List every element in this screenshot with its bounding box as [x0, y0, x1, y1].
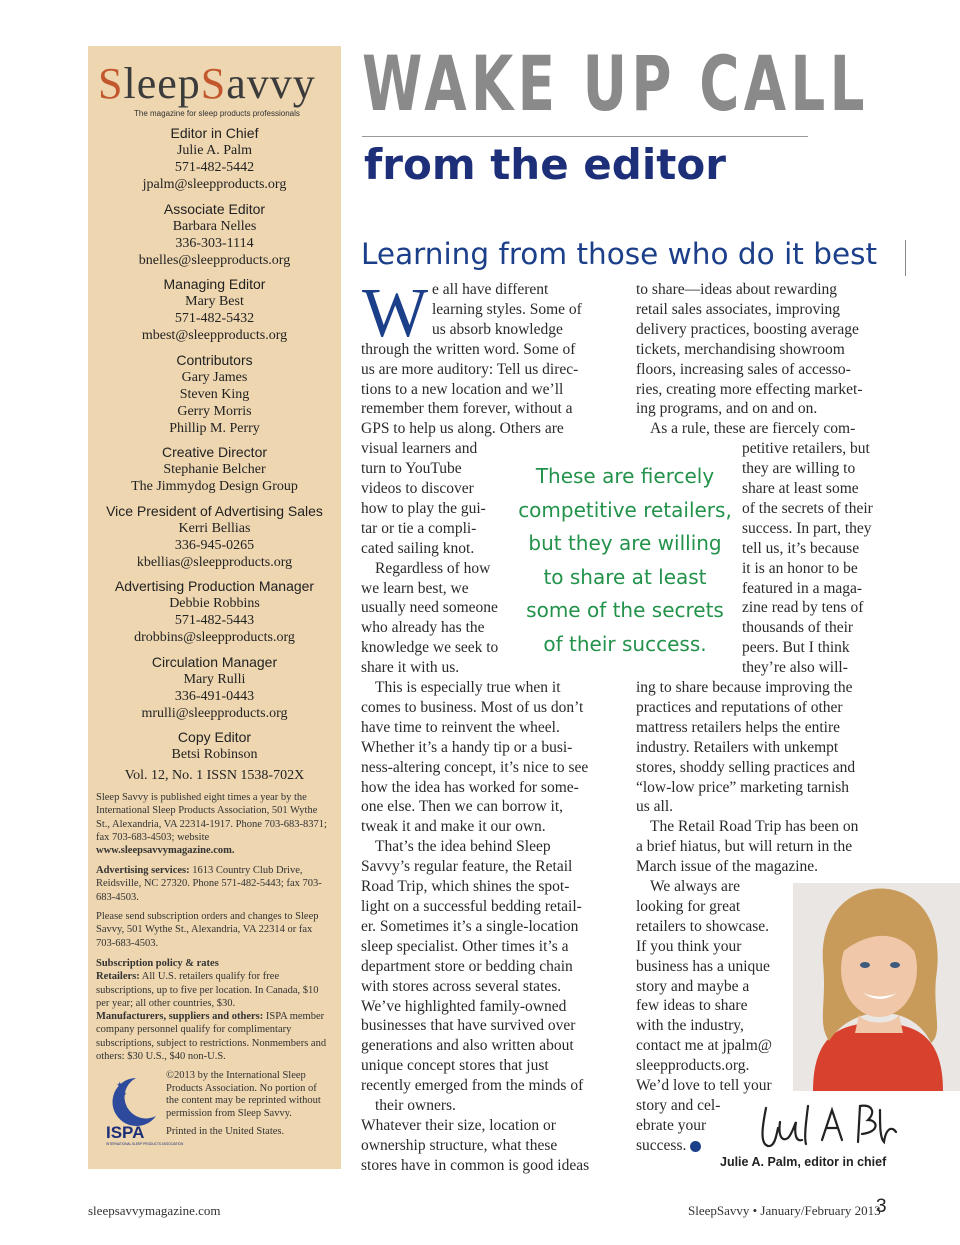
website-link[interactable]: www.sleepsavvymagazine.com. [96, 845, 235, 857]
body-line: We always are [650, 878, 740, 895]
body-line: petitive retailers, but [742, 440, 870, 458]
body-line: ing to share because improving the [636, 679, 853, 696]
col2-top-lines [636, 280, 896, 439]
staff-line: Debbie Robbins [169, 596, 260, 611]
body-line: generations and also written about [361, 1037, 574, 1055]
manufacturers-label: Manufacturers, suppliers and others: [96, 1011, 264, 1023]
staff-line: 336-945-0265 [174, 537, 255, 553]
signature-caption: Julie A. Palm, editor in chief [720, 1155, 887, 1169]
col2-mid-lines [636, 678, 896, 877]
logo-tagline: The magazine for sleep products professionals [134, 109, 300, 118]
subscription-policy [96, 957, 328, 1063]
staff-line: Mary Best [185, 294, 244, 309]
page-number: 3 [876, 1196, 887, 1217]
body-line: industry. Retailers with unkempt [636, 738, 839, 756]
logo-wordmark: SleepSavvy [98, 59, 316, 108]
staff-line: Phillip M. Perry [169, 420, 260, 436]
body-line: March issue of the magazine. [636, 858, 819, 876]
body-line: mattress retailers helps the entire [636, 718, 841, 736]
ispa-logo [104, 1074, 184, 1152]
body-line: floors, increasing sales of accesso- [636, 360, 851, 378]
body-line: us are more auditory: Tell us direc- [361, 360, 579, 378]
body-line: peers. But I think [742, 639, 850, 657]
body-line: Road Trip, which shines the spot- [361, 878, 570, 896]
handwritten-signature [752, 1098, 902, 1153]
body-line: us all. [636, 798, 674, 816]
editor-photo [793, 883, 960, 1091]
staff-line: 571-482-5432 [174, 311, 255, 326]
body-line: turn to YouTube [361, 460, 462, 478]
staff-role: Creative Director [161, 444, 268, 460]
section-title: from the editor [364, 140, 726, 189]
body-line: sleep specialist. Other times it’s a [361, 937, 569, 955]
ad-services-text: 1613 Country Club Drive, Reidsville, NC 27320. Phone 571-482-5443; fax 703-683-4503. [96, 865, 322, 903]
body-line: Whether it’s a handy tip or a busi- [361, 738, 573, 756]
staff-line: Stephanie Belcher [163, 462, 266, 477]
staff-line: Steven King [179, 386, 250, 402]
staff-entry [88, 444, 341, 495]
staff-entry [88, 503, 341, 571]
body-line: department store or bedding chain [361, 957, 573, 975]
body-line: ing programs, and on and on. [636, 400, 818, 418]
staff-line: Julie A. Palm [176, 143, 253, 158]
article-title: Learning from those who do it best [361, 237, 878, 271]
body-line: cated sailing knot. [361, 539, 475, 557]
pull-quote-line: but they are willing [528, 531, 722, 555]
body-line: delivery practices, boosting average [636, 320, 859, 338]
body-line: remember them forever, without a [361, 400, 573, 418]
staff-role: Editor in Chief [170, 125, 259, 141]
pull-quote-line: These are fiercely [535, 464, 715, 488]
staff-role: Associate Editor [163, 200, 266, 217]
staff-line: 336-303-1114 [175, 235, 254, 251]
body-line: recently emerged from the minds of [361, 1077, 584, 1095]
staff-entry [88, 654, 341, 722]
svg-text:✦: ✦ [116, 1081, 124, 1091]
body-line: businesses that have survived over [361, 1017, 576, 1035]
staff-email[interactable]: jpalm@sleepproducts.org [142, 177, 287, 192]
staff-entry [88, 578, 341, 646]
printed-text: Printed in the United States. [166, 1126, 285, 1138]
retailers-label: Retailers: [96, 971, 140, 983]
body-line: contact me at jpalm@ [636, 1037, 773, 1055]
publish-info-text: Sleep Savvy is published eight times a year by the International Sleep Products Association, 501 Wythe St., Alexandria, VA 22314-1917. Phone 703-683-8371; fax 703-683-4503; website [96, 792, 327, 843]
body-line: learning styles. Some of [432, 300, 582, 318]
staff-line: Mary Rulli [183, 671, 246, 687]
body-line: tickets, merchandising showroom [636, 340, 845, 358]
body-line: light on a successful bedding retail- [361, 897, 582, 915]
body-line: GPS to help us along. Others are [361, 420, 564, 438]
body-line: a brief hiatus, but will return in the [636, 838, 853, 856]
staff-entry [88, 352, 341, 437]
body-line: Whatever their size, location or [361, 1116, 556, 1134]
pull-quote-line: to share at least [543, 564, 707, 589]
body-line: story and cel- [636, 1096, 721, 1114]
staff-role: Managing Editor [163, 276, 266, 292]
svg-text:✦: ✦ [126, 1078, 132, 1086]
body-line: they are willing to [742, 460, 856, 478]
body-line: through the written word. Some of [361, 340, 576, 358]
svg-text:✦: ✦ [122, 1091, 128, 1098]
body-line: sleepproducts.org. [636, 1057, 750, 1075]
staff-line: 571-482-5443 [174, 613, 255, 628]
col1-narrow-lines [361, 439, 511, 678]
body-line: unique concept stores that just [361, 1057, 549, 1075]
ispa-moon-icon [104, 1074, 184, 1152]
pull-quote-line: competitive retailers, [518, 497, 732, 522]
body-line: with stores across several states. [361, 977, 562, 995]
staff-line: Betsi Robinson [171, 747, 258, 762]
body-line: they’re also will- [742, 659, 848, 677]
col1-bottom-lines [361, 678, 616, 1176]
ispa-logo-sub: INTERNATIONAL SLEEP PRODUCTS ASSOCIATION [106, 1142, 184, 1146]
body-line: retail sales associates, improving [636, 300, 841, 318]
header-rule [362, 136, 808, 137]
body-line: success. In part, they [742, 519, 872, 537]
body-line: ries, creating more effecting market- [636, 380, 863, 398]
staff-role: Vice President of Advertising Sales [106, 502, 323, 519]
body-line: We’ve highlighted family-owned [361, 997, 567, 1015]
body-line: usually need someone [361, 599, 498, 617]
volume-line: Vol. 12, No. 1 ISSN 1538-702X [124, 768, 305, 783]
body-line: with the industry, [636, 1017, 744, 1035]
section-kicker: WAKE UP CALL [362, 39, 869, 128]
staff-entry [88, 125, 341, 193]
drop-cap: W [362, 275, 429, 352]
staff-line: Barbara Nelles [172, 218, 257, 234]
staff-entry [88, 201, 341, 269]
staff-line: Gerry Morris [177, 403, 252, 419]
staff-email[interactable]: bnelles@sleepproducts.org [138, 252, 291, 268]
footer-issue: SleepSavvy • January/February 2013 [688, 1203, 881, 1218]
pull-quote-line: of their success. [543, 631, 707, 656]
body-line: business has a unique [636, 957, 770, 975]
policy-heading: Subscription policy & rates [96, 958, 219, 969]
body-line: The Retail Road Trip has been on [650, 818, 859, 836]
staff-line: Kerri Bellias [178, 520, 251, 536]
staff-line: 571-482-5442 [174, 160, 255, 175]
body-line: few ideas to share [636, 997, 748, 1015]
body-line: ness-altering concept, it’s nice to see [361, 758, 589, 776]
body-line: to share—ideas about rewarding [636, 281, 838, 298]
staff-line: The Jimmydog Design Group [131, 479, 298, 494]
body-line: who already has the [361, 619, 485, 637]
staff-line: 336-491-0443 [174, 688, 255, 704]
body-line: ebrate your [636, 1116, 707, 1134]
staff-line: Gary James [181, 369, 248, 385]
body-line: If you think your [636, 937, 742, 955]
copyright-text: ©2013 by the International Sleep Products Association. No portion of the content may be reprinted without permission from Sleep Savvy. [166, 1070, 321, 1119]
staff-role: Advertising Production Manager [114, 578, 315, 594]
pull-quote-line: some of the secrets [526, 598, 724, 622]
staff-email[interactable]: mrulli@sleepproducts.org [141, 705, 288, 721]
subscription-note: Please send subscription orders and changes to Sleep Savvy, 501 Wythe St., Alexandria, VA 22314 or fax 703-683-4503. [96, 911, 319, 949]
staff-role: Copy Editor [177, 729, 252, 745]
body-line: stores have in common is good ideas [361, 1156, 590, 1174]
manufacturers-text: ISPA member company personnel qualify for complimentary subscriptions, subject to restrictions. Nonmembers and others: $30 U.S., $40 non-U.S. [96, 1011, 327, 1063]
masthead-sidebar [88, 46, 341, 1169]
body-line: it is an honor to be [742, 559, 858, 577]
ispa-logo-text: ISPA [106, 1123, 145, 1142]
staff-entry [88, 276, 341, 344]
copyright-note [166, 1070, 331, 1139]
body-line: Regardless of how [375, 559, 491, 577]
body-line: featured in a maga- [742, 579, 863, 597]
body-line: how to play the gui- [361, 499, 486, 517]
body-line: knowledge we seek to [361, 639, 499, 657]
col1-full-lines [361, 340, 616, 440]
retailers-text: All U.S. retailers qualify for free subscriptions, up to five per location. In Canada, $10 per year; all other countries, $30. [96, 971, 319, 1009]
body-line: “low-low price” marketing tarnish [636, 778, 850, 796]
body-line: their owners. [375, 1097, 456, 1115]
body-line: As a rule, these are fiercely com- [650, 420, 856, 438]
body-line: story and maybe a [636, 977, 750, 995]
body-line: ownership structure, what these [361, 1136, 558, 1154]
body-line: stores, shoddy selling practices and [636, 758, 856, 776]
staff-email[interactable]: mbest@sleepproducts.org [141, 328, 288, 343]
body-line: thousands of their [742, 619, 854, 637]
body-line: videos to discover [361, 480, 474, 497]
staff-role: Circulation Manager [151, 653, 278, 670]
publish-info [96, 791, 328, 857]
body-line: success. [636, 1136, 791, 1156]
ad-services-label: Advertising services: [96, 865, 190, 876]
body-line: of the secrets of their [742, 499, 873, 517]
pull-quote [516, 460, 734, 661]
sleepsavvy-logo [98, 59, 331, 118]
body-line: tions to a new location and we’ll [361, 380, 564, 398]
body-line: tar or tie a compli- [361, 519, 477, 537]
body-line: one else. Then we can borrow it, [361, 798, 564, 816]
body-line: retailers to showcase. [636, 917, 769, 935]
footer-url[interactable]: sleepsavvymagazine.com [88, 1203, 221, 1218]
body-line: e all have different [432, 281, 549, 298]
title-divider [905, 240, 906, 276]
body-line: We’d love to tell your [636, 1077, 772, 1095]
col1-first-lines [432, 280, 612, 340]
body-line: comes to business. Most of us don’t [361, 698, 584, 716]
body-line: practices and reputations of other [636, 698, 843, 716]
staff-entry [88, 729, 341, 763]
body-line: share at least some [742, 480, 859, 497]
body-line: tweak it and make it our own. [361, 818, 546, 836]
body-line: how the idea has worked for some- [361, 778, 579, 796]
body-line: have time to reinvent the wheel. [361, 718, 560, 736]
ad-services [96, 864, 328, 904]
body-line: zine read by tens of [742, 599, 864, 617]
end-mark-icon [690, 1141, 701, 1152]
body-line: us absorb knowledge [432, 320, 563, 338]
staff-email[interactable]: kbellias@sleepproducts.org [136, 554, 293, 570]
body-line: share it with us. [361, 659, 460, 677]
body-line: er. Sometimes it’s a single-location [361, 917, 579, 935]
body-line: This is especially true when it [375, 679, 561, 696]
body-line: That’s the idea behind Sleep [375, 838, 551, 856]
body-line: we learn best, we [361, 579, 469, 597]
staff-role: Contributors [176, 351, 253, 368]
body-line: tell us, it’s because [742, 539, 860, 557]
body-line: visual learners and [361, 440, 478, 458]
body-line: looking for great [636, 897, 741, 915]
staff-email[interactable]: drobbins@sleepproducts.org [134, 630, 295, 645]
col2-narrow-lines [742, 439, 897, 678]
body-line: Savvy’s regular feature, the Retail [361, 858, 573, 876]
